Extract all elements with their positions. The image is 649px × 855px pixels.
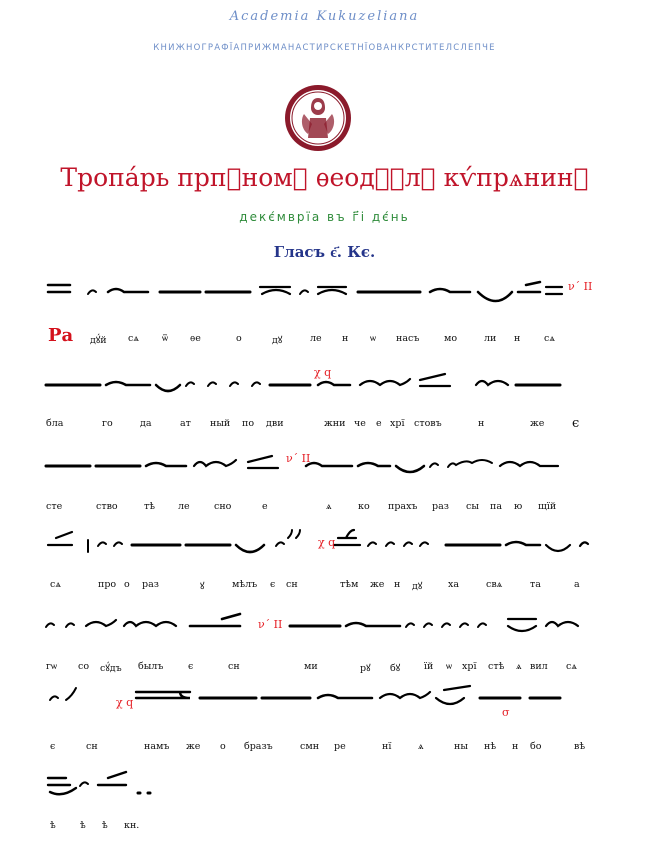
lyric-line-3 xyxy=(0,501,649,517)
syllable: ѣ xyxy=(102,820,108,831)
syllable: ꙋ xyxy=(200,581,205,592)
syllable: рꙋ xyxy=(360,663,371,674)
syllable: го xyxy=(102,418,113,429)
syllable: н xyxy=(394,579,401,590)
syllable: сн xyxy=(228,661,240,672)
syllable: стовъ xyxy=(414,418,442,429)
syllable: гѡ xyxy=(46,661,57,672)
syllable: сѧ xyxy=(50,579,61,590)
syllable: кн. xyxy=(124,820,140,831)
syllable: бла xyxy=(46,418,64,429)
syllable: є xyxy=(270,579,276,590)
syllable: сте xyxy=(46,501,63,512)
syllable: н xyxy=(512,741,519,752)
syllable: н xyxy=(342,333,349,344)
syllable: їй xyxy=(424,661,434,672)
tone-label: Гласъ є҃. Кє. xyxy=(273,243,376,261)
syllable: та xyxy=(530,579,541,590)
syllable: е xyxy=(262,501,268,512)
neume-line-2 xyxy=(46,374,560,391)
syllable: дꙋ́й xyxy=(90,335,107,346)
syllable: сѧ xyxy=(544,333,555,344)
syllable: мо xyxy=(444,333,458,344)
syllable: ми xyxy=(304,661,318,672)
lyric-line-7 xyxy=(0,820,649,836)
syllable: свѧ xyxy=(486,579,503,590)
syllable: ный xyxy=(210,418,231,429)
syllable: е xyxy=(376,418,382,429)
red-sign-3: ν΄ ΙΙ xyxy=(286,452,311,465)
red-sign-6: χ q xyxy=(116,696,134,709)
syllable: ѣ xyxy=(80,820,86,831)
syllable: о xyxy=(124,579,130,590)
syllable: сн xyxy=(86,741,98,752)
lyric-line-6 xyxy=(0,741,649,757)
syllable: сѧ xyxy=(566,661,577,672)
lyric-line-4 xyxy=(0,579,649,595)
syllable: ю xyxy=(514,501,523,512)
syllable: намъ xyxy=(144,741,170,752)
syllable: Ра xyxy=(48,325,74,346)
syllable: ко xyxy=(358,501,370,512)
neume-line-7 xyxy=(48,772,150,794)
neume-line-5 xyxy=(46,614,578,631)
syllable: є xyxy=(572,416,580,431)
syllable: смн xyxy=(300,741,320,752)
syllable: раз xyxy=(142,579,159,590)
syllable: ѿ xyxy=(162,333,169,344)
syllable: дви xyxy=(266,418,284,429)
red-sign-4: χ q xyxy=(318,536,336,549)
syllable: раз xyxy=(432,501,449,512)
syllable: сн xyxy=(286,579,298,590)
red-sign-7: σ xyxy=(502,706,510,719)
lyric-line-2 xyxy=(0,418,649,434)
syllable: вил xyxy=(530,661,548,672)
syllable: сꙋ́дъ xyxy=(100,663,122,674)
syllable: да xyxy=(140,418,152,429)
syllable: ѳе xyxy=(190,333,201,344)
syllable: ли xyxy=(484,333,497,344)
syllable: же xyxy=(186,741,201,752)
syllable: вѣ xyxy=(574,741,586,752)
syllable: стѣ xyxy=(488,661,505,672)
syllable: ха xyxy=(448,579,460,590)
syllable: щїй xyxy=(538,501,557,512)
syllable: ре xyxy=(334,741,346,752)
syllable: ѧ xyxy=(418,741,424,752)
syllable: бразъ xyxy=(244,741,273,752)
syllable: ле xyxy=(178,501,190,512)
syllable: ство xyxy=(96,501,118,512)
syllable: же xyxy=(370,579,385,590)
syllable: насъ xyxy=(396,333,420,344)
syllable: о xyxy=(220,741,226,752)
academy-title: Academia Kukuzeliana xyxy=(229,9,420,24)
syllable: мѣлъ xyxy=(232,579,258,590)
syllable: є xyxy=(188,661,194,672)
feast-date: декє́мврїа въ г҃і дє́нь xyxy=(239,210,410,224)
syllable: н xyxy=(514,333,521,344)
neume-line-1 xyxy=(48,282,562,301)
red-sign-5: ν΄ ΙΙ xyxy=(258,618,283,631)
syllable: жни xyxy=(324,418,346,429)
syllable: ѧ xyxy=(326,501,332,512)
syllable: сно xyxy=(214,501,232,512)
syllable: бо xyxy=(530,741,542,752)
red-sign-1: ν΄ ΙΙ xyxy=(568,280,593,293)
syllable: нї xyxy=(382,741,392,752)
syllable: че xyxy=(354,418,366,429)
syllable: па xyxy=(490,501,502,512)
syllable: же xyxy=(530,418,545,429)
syllable: бꙋ xyxy=(390,663,401,674)
syllable: про xyxy=(98,579,117,590)
syllable: тѣ xyxy=(144,501,155,512)
syllable: дꙋ xyxy=(272,335,283,346)
monastery-subtitle: КНИЖНОГРАФЇАПРИЖМАНАСТИРСКЕТНЇОВАНКРСТИТЕЛСЛЕПЧЕ xyxy=(153,43,496,53)
syllable: ѡ xyxy=(370,333,377,344)
red-sign-2: χ q xyxy=(314,366,332,379)
syllable: ны xyxy=(454,741,468,752)
syllable: сы xyxy=(466,501,479,512)
syllable: сѧ xyxy=(128,333,139,344)
syllable: ле xyxy=(310,333,322,344)
syllable: о xyxy=(236,333,242,344)
syllable: ѧ xyxy=(516,661,522,672)
syllable: по xyxy=(242,418,255,429)
syllable: ат xyxy=(180,418,191,429)
syllable: нѣ xyxy=(484,741,497,752)
lyric-line-5 xyxy=(0,661,649,677)
syllable: а xyxy=(574,579,580,590)
syllable: былъ xyxy=(138,661,164,672)
syllable: со xyxy=(78,661,90,672)
syllable: н xyxy=(478,418,485,429)
troparion-title: Тропа́рь прпⷣномꙋ ѳеод꙽ꙋлꙋ кѵ́прѧнинꙋ xyxy=(60,163,589,192)
syllable: прахъ xyxy=(388,501,418,512)
syllable: є xyxy=(50,741,56,752)
syllable: хрї xyxy=(462,661,477,672)
syllable: дꙋ xyxy=(412,581,423,592)
syllable: ѡ xyxy=(446,661,453,672)
syllable: хрї xyxy=(390,418,405,429)
syllable: ѣ xyxy=(50,820,56,831)
syllable: тѣм xyxy=(340,579,359,590)
lyric-line-1 xyxy=(0,325,649,349)
